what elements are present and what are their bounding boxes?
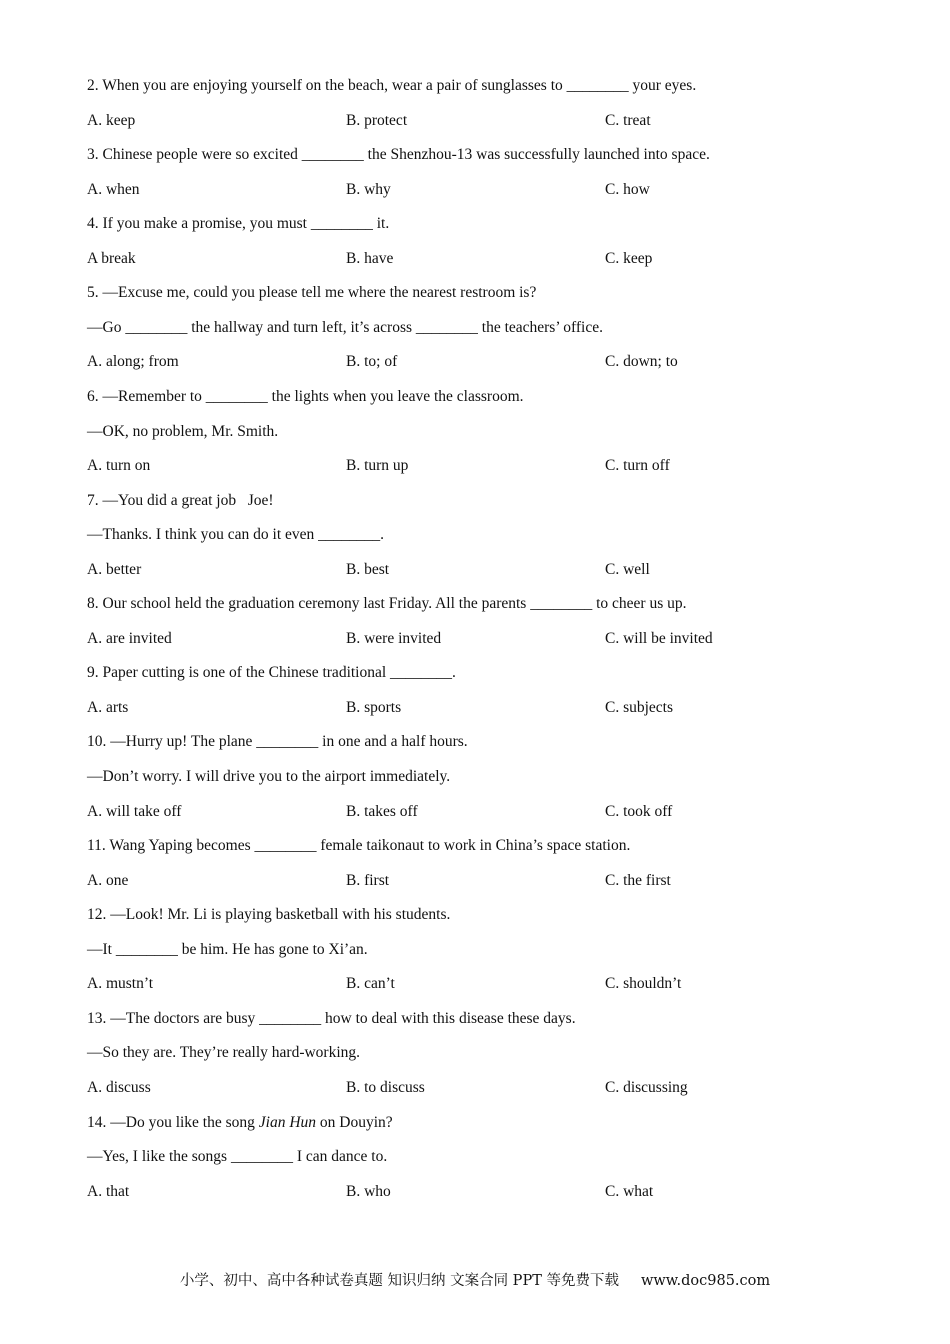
option-b: B. to; of — [346, 353, 398, 370]
question-10-stem: 10. —Hurry up! The plane ________ in one and a half hours. — [87, 733, 468, 750]
option-c: C. discussing — [605, 1079, 688, 1096]
question-8-stem: 8. Our school held the graduation ceremony last Friday. All the parents ________ to cheer us up. — [87, 595, 687, 612]
option-a: A. along; from — [87, 353, 179, 370]
option-a: A. arts — [87, 699, 129, 716]
question-3-stem: 3. Chinese people were so excited ________ the Shenzhou-13 was successfully launched into space. — [87, 146, 710, 163]
question-14-stem-start: 14. —Do you like the song — [87, 1114, 259, 1131]
question-7-stem: 7. —You did a great job Joe! — [87, 492, 274, 509]
footer-url[interactable]: www.doc985.com — [640, 1273, 771, 1289]
question-13-dialogue: —So they are. They’re really hard-working. — [87, 1044, 361, 1061]
question-2-options — [87, 111, 847, 131]
option-c: C. well — [605, 561, 650, 578]
question-10-options — [87, 802, 847, 822]
option-b: B. sports — [346, 699, 402, 716]
page-footer — [0, 1269, 950, 1290]
question-5-options — [87, 352, 847, 372]
question-11-stem: 11. Wang Yaping becomes ________ female taikonaut to work in China’s space station. — [87, 837, 631, 854]
option-a: A. discuss — [87, 1079, 151, 1096]
question-12-dialogue: —It ________ be him. He has gone to Xi’an. — [87, 941, 368, 958]
question-2-stem: 2. When you are enjoying yourself on the beach, wear a pair of sunglasses to ________ your eyes. — [87, 77, 697, 94]
option-b: B. can’t — [346, 975, 395, 992]
option-b: B. best — [346, 561, 390, 578]
question-11-options — [87, 871, 847, 891]
question-13-options — [87, 1078, 847, 1098]
option-a: A. will take off — [87, 803, 182, 820]
option-c: C. down; to — [605, 353, 678, 370]
option-a: A. better — [87, 561, 142, 578]
question-12-stem: 12. —Look! Mr. Li is playing basketball with his students. — [87, 906, 451, 923]
question-9-options — [87, 698, 847, 718]
question-3-options — [87, 180, 847, 200]
option-a: A. one — [87, 872, 129, 889]
question-6-options — [87, 456, 847, 476]
question-7-dialogue: —Thanks. I think you can do it even ________. — [87, 526, 385, 543]
footer-text: 小学、初中、高中各种试卷真题 知识归纳 文案合同 PPT 等免费下载 — [179, 1273, 619, 1289]
question-14-dialogue: —Yes, I like the songs ________ I can dance to. — [87, 1148, 388, 1165]
question-8-options — [87, 629, 847, 649]
question-7-options — [87, 560, 847, 580]
option-c: C. will be invited — [605, 630, 713, 647]
question-5-dialogue: —Go ________ the hallway and turn left, it’s across ________ the teachers’ office. — [87, 319, 603, 336]
option-b: B. turn up — [346, 457, 409, 474]
song-title: Jian Hun — [258, 1114, 317, 1131]
option-b: B. who — [346, 1183, 391, 1200]
question-14-stem-end: on Douyin? — [316, 1114, 393, 1131]
option-b: B. were invited — [346, 630, 442, 647]
option-a: A. mustn’t — [87, 975, 154, 992]
option-c: C. shouldn’t — [605, 975, 682, 992]
option-c: C. what — [605, 1183, 654, 1200]
option-b: B. first — [346, 872, 390, 889]
option-a: A. turn on — [87, 457, 151, 474]
option-a: A. that — [87, 1183, 130, 1200]
question-13-stem: 13. —The doctors are busy ________ how to deal with this disease these days. — [87, 1010, 576, 1027]
question-10-dialogue: —Don’t worry. I will drive you to the airport immediately. — [87, 768, 451, 785]
option-c: C. turn off — [605, 457, 670, 474]
question-6-stem: 6. —Remember to ________ the lights when you leave the classroom. — [87, 388, 524, 405]
option-c: C. subjects — [605, 699, 674, 716]
question-5-stem: 5. —Excuse me, could you please tell me where the nearest restroom is? — [87, 284, 537, 301]
option-b: B. protect — [346, 112, 408, 129]
option-c: C. treat — [605, 112, 651, 129]
option-a: A. keep — [87, 112, 136, 129]
option-b: B. takes off — [346, 803, 418, 820]
option-a: A. are invited — [87, 630, 172, 647]
option-a: A break — [87, 250, 136, 267]
option-c: C. how — [605, 181, 650, 198]
option-c: C. keep — [605, 250, 653, 267]
option-b: B. to discuss — [346, 1079, 425, 1096]
question-6-dialogue: —OK, no problem, Mr. Smith. — [87, 423, 279, 440]
question-14-stem — [87, 1113, 393, 1133]
option-c: C. took off — [605, 803, 673, 820]
option-c: C. the first — [605, 872, 671, 889]
question-12-options — [87, 974, 847, 994]
option-a: A. when — [87, 181, 140, 198]
question-4-stem: 4. If you make a promise, you must ________ it. — [87, 215, 390, 232]
question-4-options — [87, 249, 847, 269]
question-9-stem: 9. Paper cutting is one of the Chinese traditional ________. — [87, 664, 456, 681]
option-b: B. have — [346, 250, 394, 267]
question-14-options — [87, 1182, 847, 1202]
option-b: B. why — [346, 181, 391, 198]
